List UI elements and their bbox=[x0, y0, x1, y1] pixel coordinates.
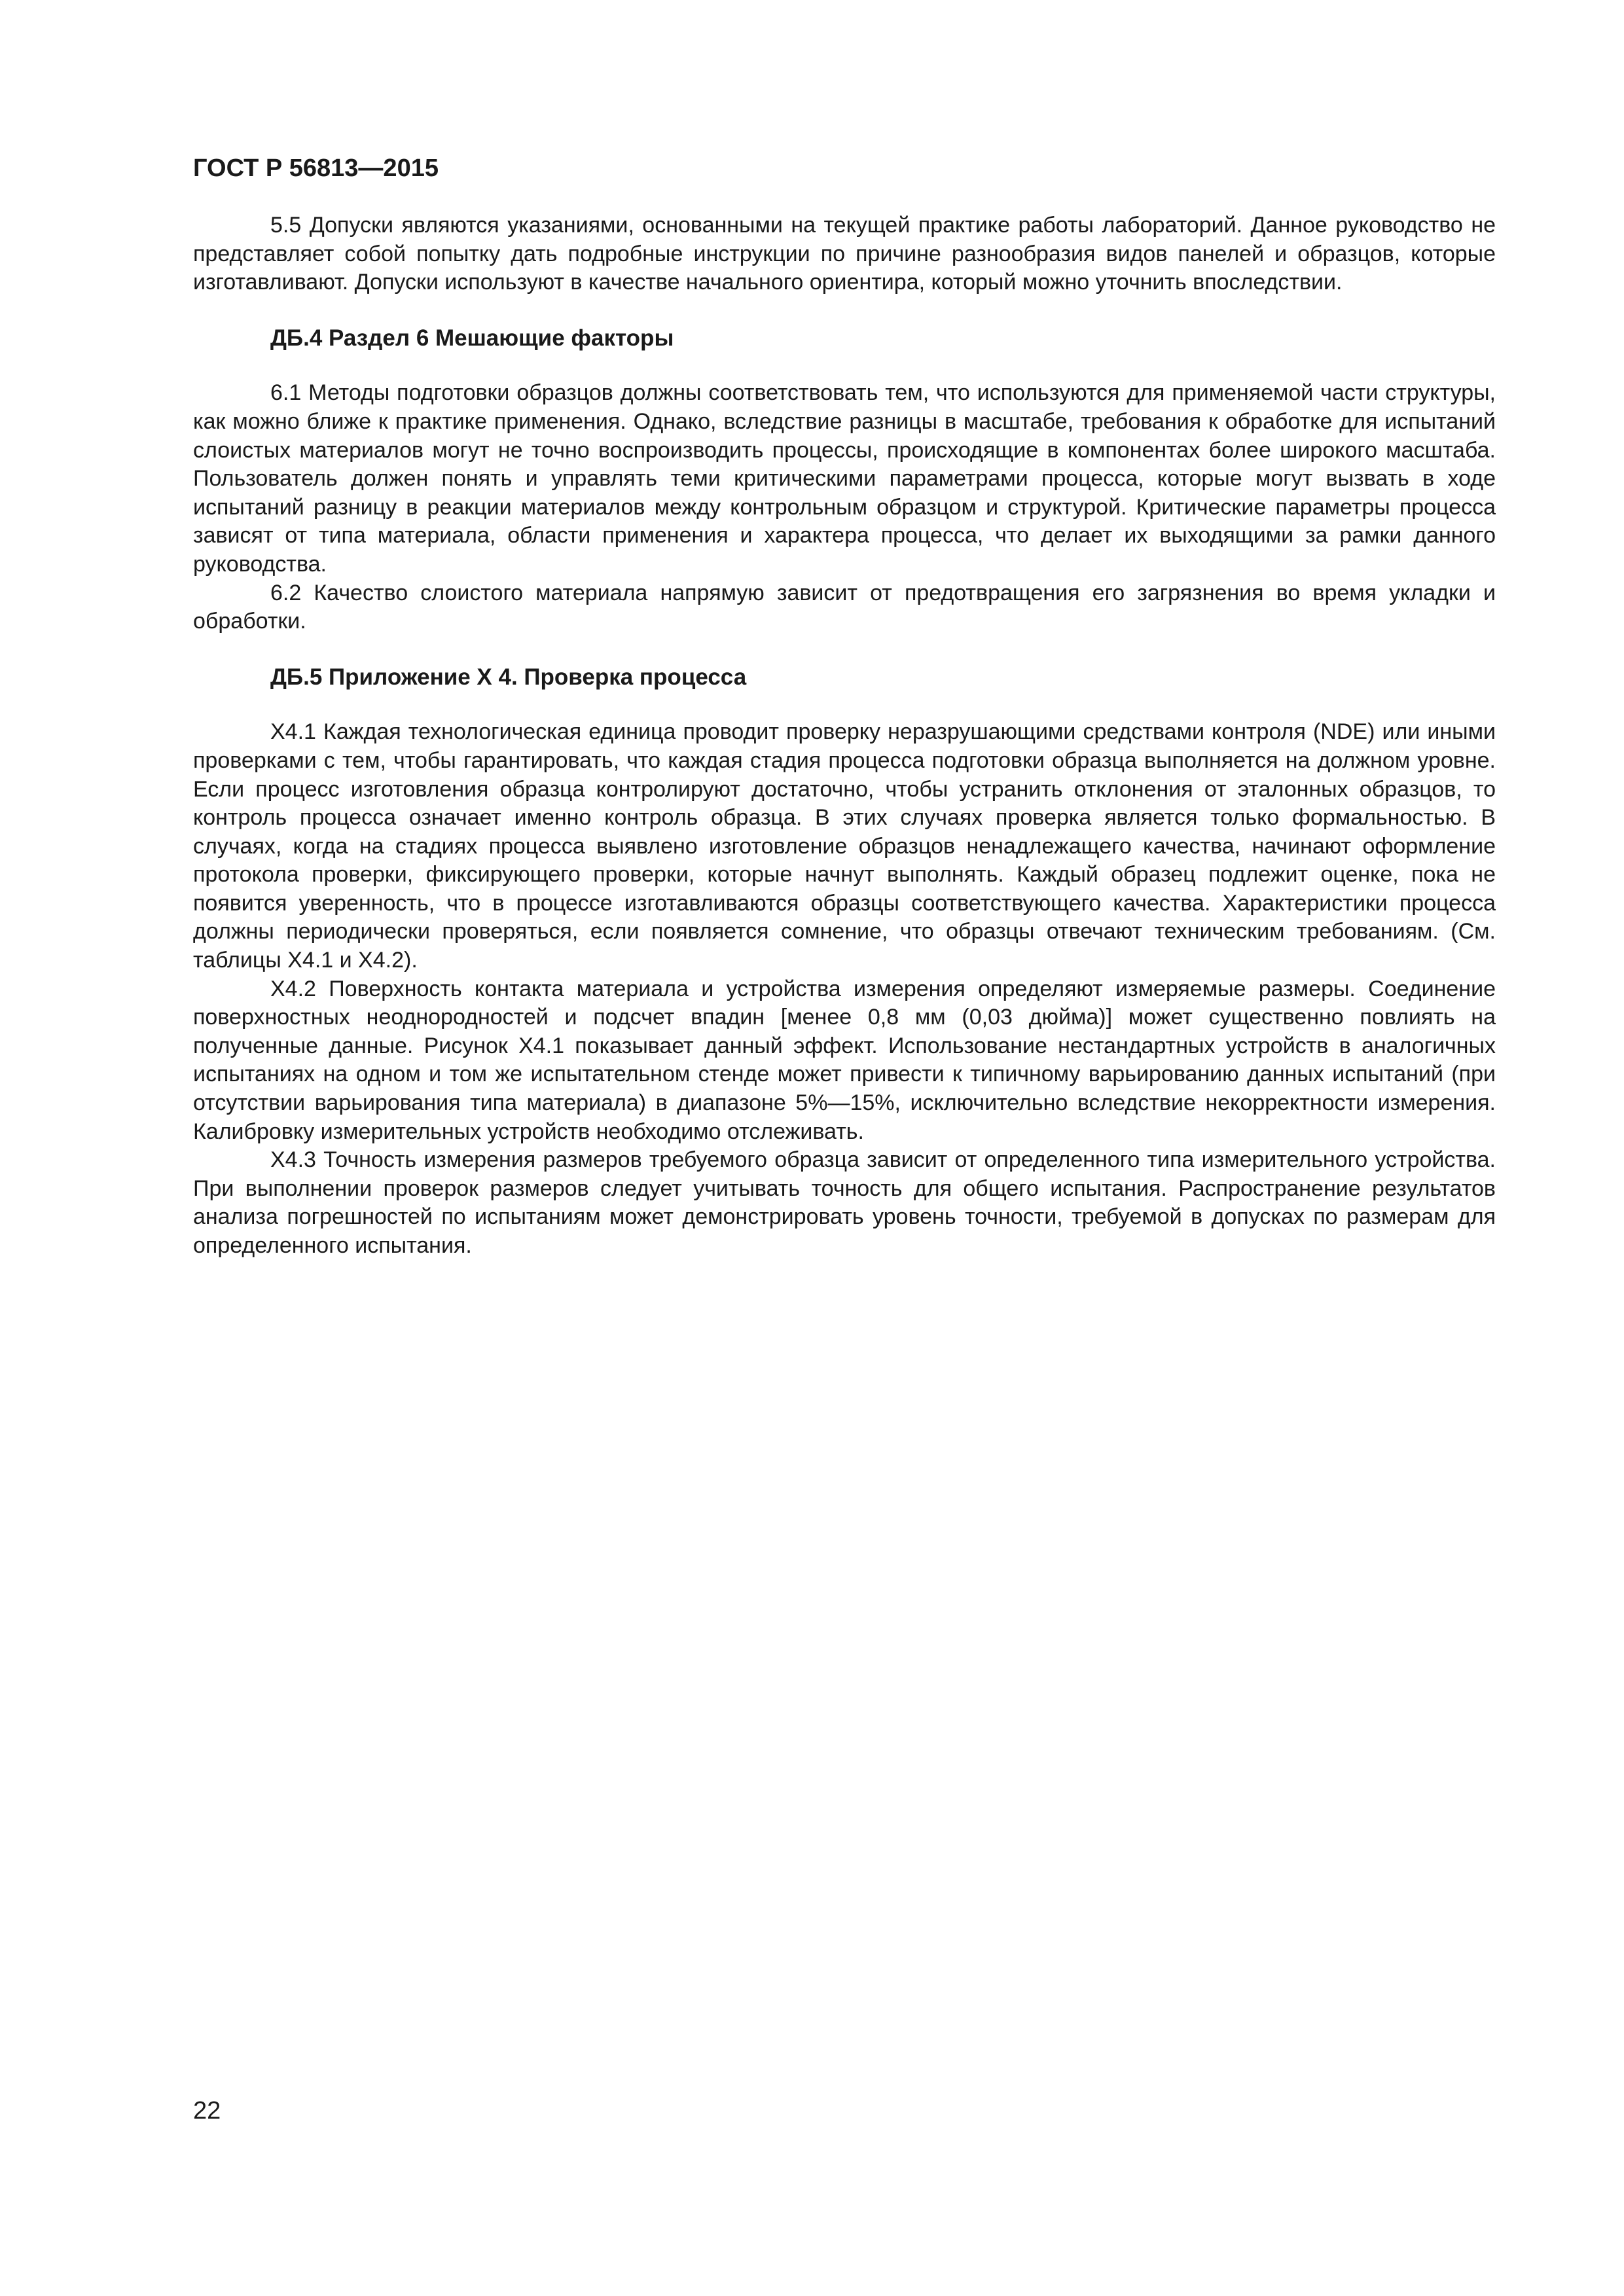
paragraph-6-1: 6.1 Методы подготовки образцов должны соответствовать тем, что используются для применяемой части структуры, как можно ближе к практике применения. Однако, вследствие разницы в масштабе, требования к обработке для испытаний слоистых материалов могут не точно воспроизводить процессы, происходящие в компонентах более широкого масштаба. Пользователь должен понять и управлять теми критическими параметрами процесса, которые могут вызвать в ходе испытаний разницу в реакции материалов между контрольным образцом и структурой. Критические параметры процесса зависят от типа материала, области применения и характера процесса, что делает их выходящими за рамки данного руководства. bbox=[193, 380, 1496, 577]
section-heading-db4: ДБ.4 Раздел 6 Мешающие факторы bbox=[270, 325, 674, 351]
paragraph-6-2: 6.2 Качество слоистого материала напрямую зависит от предотвращения его загрязнения во время укладки и обработки. bbox=[193, 580, 1496, 634]
document-code-header: ГОСТ Р 56813—2015 bbox=[193, 154, 439, 182]
paragraph-x4-1: Х4.1 Каждая технологическая единица проводит проверку неразрушающими средствами контроля (NDE) или иными проверками с тем, чтобы гарантировать, что каждая стадия процесса подготовки образца выполняется на должном уровне. Если процесс изготовления образца контролируют достаточно, чтобы устранить отклонения от эталонных образцов, то контроль процесса означает именно контроль образца. В этих случаях проверка является только формальностью. В случаях, когда на стадиях процесса выявлено изготовление образцов ненадлежащего качества, начинают оформление протокола проверки, фиксирующего проверки, которые начнут выполнять. Каждый образец подлежит оценке, пока не появится уверенность, что в процессе изготавливаются образцы соответствующего качества. Характеристики процесса должны периодически проверяться, если появляется сомнение, что образцы отвечают техническим требованиям. (См. таблицы Х4.1 и Х4.2). bbox=[193, 719, 1496, 973]
paragraph-5-5: 5.5 Допуски являются указаниями, основанными на текущей практике работы лабораторий. Данное руководство не представляет собой попытку дать подробные инструкции по причине разнообразия видов панелей и образцов, которые изготавливают. Допуски используют в качестве начального ориентира, который можно уточнить впоследствии. bbox=[193, 213, 1496, 295]
paragraph-x4-2: Х4.2 Поверхность контакта материала и устройства измерения определяют измеряемые размеры. Соединение поверхностных неоднородностей и подсчет впадин [менее 0,8 мм (0,03 дюйма)] может существенно повлиять на полученные данные. Рисунок Х4.1 показывает данный эффект. Использование нестандартных устройств в аналогичных испытаниях на одном и том же испытательном стенде может привести к типичному варьированию данных испытаний (при отсутствии варьирования типа материала) в диапазоне 5%—15%, исключительно вследствие некорректности измерения. Калибровку измерительных устройств необходимо отслеживать. bbox=[193, 976, 1496, 1144]
document-body bbox=[193, 211, 1496, 1261]
paragraph-x4-3: Х4.3 Точность измерения размеров требуемого образца зависит от определенного типа измерительного устройства. При выполнении проверок размеров следует учитывать точность для общего испытания. Распространение результатов анализа погрешностей по испытаниям может демонстрировать уровень точности, требуемой в допусках по размерам для определенного испытания. bbox=[193, 1147, 1496, 1258]
section-heading-db5: ДБ.5 Приложение Х 4. Проверка процесса bbox=[270, 664, 747, 690]
page-number: 22 bbox=[193, 2097, 221, 2125]
